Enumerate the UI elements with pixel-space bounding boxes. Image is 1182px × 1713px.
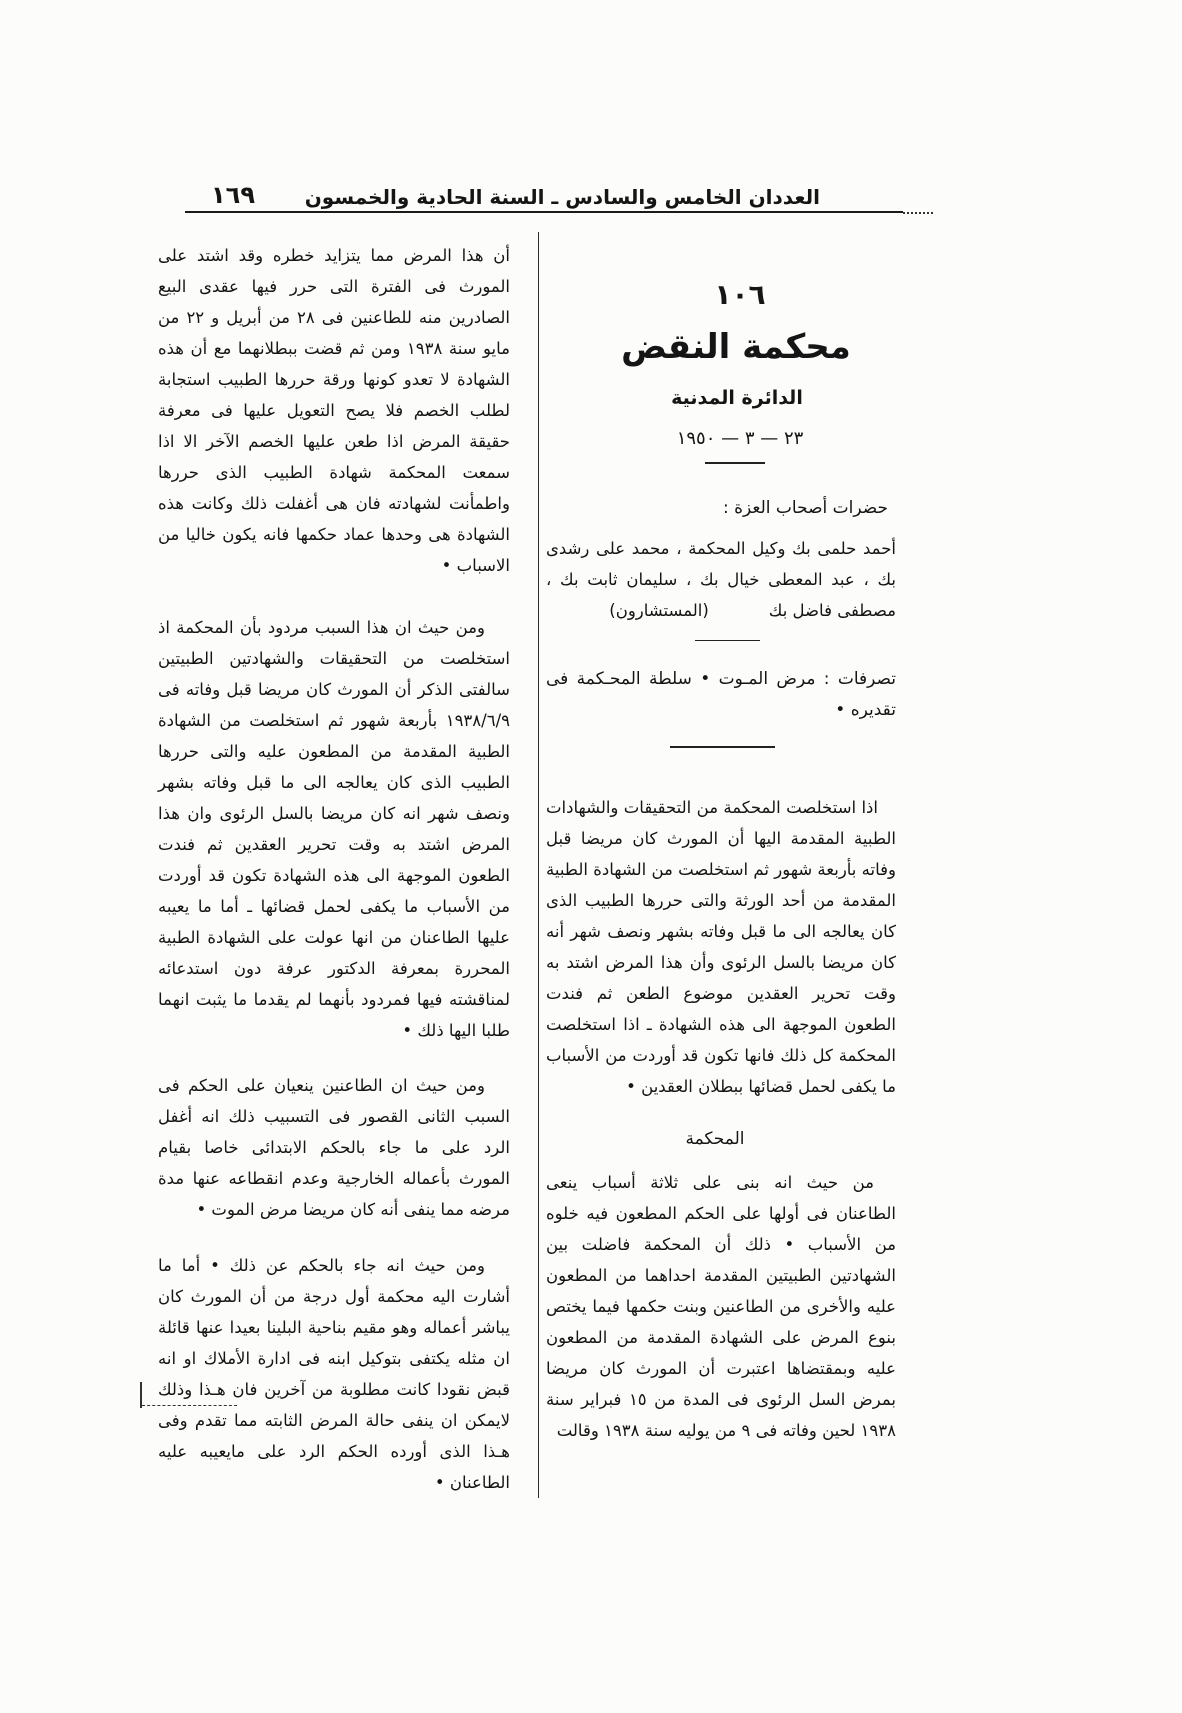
margin-dashed-mark xyxy=(142,1405,237,1406)
circuit-name: الدائرة المدنية xyxy=(671,387,803,409)
section-rule xyxy=(695,640,760,642)
second-ground-rebuttal-paragraph: ومن حيث انه جاء بالحكم عن ذلك • أما ما أشارت اليه محكمة أول درجة من أن المورث كان يباشر أعماله وهو مقيم بناحية البلينا بعيدا عنها قائلة ان مثله يكتفى بتوكيل ابنه فى ادارة الأملاك او انه قبض نقودا كانت مطلوبة من آخرين فان هـذا وذلك لايمكن ان ينفى حالة المرض الثابته مما تقدم وفى هـذا الذى أورده الحكم الرد على مايعيبه عليه الطاعنان • xyxy=(158,1256,510,1492)
section-rule xyxy=(705,462,765,464)
judges-heading: حضرات أصحاب العزة : xyxy=(722,497,888,518)
page-number: ١٦٩ xyxy=(211,181,255,209)
court-section-heading: المحكمة xyxy=(685,1128,745,1149)
continuation-paragraph: أن هذا المرض مما يتزايد خطره وقد اشتد على المورث فى الفترة التى حرر فيها عقدى البيع الصادرين منه للطاعنين فى ٢٨ من أبريل و ٢٢ من مايو سنة ١٩٣٨ ومن ثم قضت ببطلانهما مع أن هذه الشهادة لا تعدو كونها ورقة حررها الطبيب استجابة لطلب الخصم فلا يصح التعويل عليها فى معرفة حقيقة المرض اذا طعن عليها الخصم الآخر الا اذا سمعت المحكمة شهادة الطبيب الذى حررها واطمأنت لشهادته فان هى أغفلت ذلك وكانت هذه الشهادة هى وحدها عماد حكمها فانه يكون خاليا من الاسباب • xyxy=(158,246,510,575)
header-rule xyxy=(185,211,903,213)
court-name: محكمة النقض xyxy=(621,327,851,367)
judges-list xyxy=(546,533,896,626)
judges-names: أحمد حلمى بك وكيل المحكمة ، محمد على رشدى بك ، عبد المعطى خيال بك ، سليمان ثابت بك ، مصطفى فاضل بك xyxy=(546,538,896,620)
column-divider xyxy=(538,232,539,1498)
second-ground-paragraph: ومن حيث ان الطاعنين ينعيان على الحكم فى السبب الثانى القصور فى التسبيب ذلك انه أغفل الرد على ما جاء بالحكم الابتدائى خاصا بقيام المورث بأعماله الخارجية وعدم انقطاعه عنها مدة مرضه مما ينفى أنه كان مريضا مرض الموت • xyxy=(158,1076,510,1219)
left-column-continuation xyxy=(158,232,510,1498)
header-rule-dotted-tail xyxy=(903,212,933,214)
judges-role: (المستشارون) xyxy=(609,600,709,620)
ruling-topic: تصرفات : مرض المـوت • سلطة المحـكمة فى تقديره • xyxy=(546,669,896,720)
ruling-summary: اذا استخلصت المحكمة من التحقيقات والشهادات الطبية المقدمة اليها أن المورث كان مريضا قبل وفاته بأربعة شهور ثم استخلصت من الشهادة الطبية المقدمة من أحد الورثة والتى حررها الطبيب الذى كان يعالجه الى ما قبل وفاته بشهر ونصف شهر أنه كان مريضا بالسل الرئوى وأن هذا المرض اشتد به وقت تحرير العقدين موضوع الطعن ثم فندت الطعون الموجهة الى هذه الشهادة ـ اذا استخلصت المحكمة كل ذلك فانها تكون قد أوردت من الأسباب ما يكفى لحمل قضائها ببطلان العقدين • xyxy=(546,797,896,1096)
two-column-body xyxy=(158,232,896,1498)
court-opening-paragraph: من حيث انه بنى على ثلاثة أسباب ينعى الطاعنان فى أولها على الحكم المطعون فيه خلوه من الأسباب • ذلك أن المحكمة فاضلت بين الشهادتين الطبيتين المقدمة احداهما من المطعون عليه والأخرى من الطاعنين وبنت حكمها فيما يختص بنوع المرض على الشهادة المقدمة من المطعون عليه وبمقتضاها اعتبرت أن المورث كان مريضا بمرض السل الرئوى فى المدة من ١٥ فبراير سنة ١٩٣٨ لحين وفاته فى ٩ من يوليه سنة ١٩٣٨ وقالت xyxy=(546,1172,896,1440)
section-rule xyxy=(670,746,775,748)
first-ground-rebuttal-paragraph: ومن حيث ان هذا السبب مردود بأن المحكمة اذ استخلصت من التحقيقات والشهادتين الطبيتين سالفتى الذكر أن المورث كان مريضا قبل وفاته فى ١٩٣٨/٦/٩ بأربعة شهور ثم استخلصت من الشهادة الطبية المقدمة من المطعون عليه والتى حررها الطبيب الذى كان يعالجه الى ما قبل وفاته بشهر ونصف شهر انه كان مريضا بالسل الرئوى وان هذا المرض اشتد به وقت تحرير العقدين ثم فندت الطعون الموجهة الى هذه الشهادة تكون قد أوردت من الأسباب ما يكفى لحمل قضائها ـ أما ما يعيبه عليها الطاعنان من انها عولت على الشهادة الطبية المحررة بمعرفة الدكتور عرفة دون استدعائه لمناقشته فيها فمردود بأنهما لم يقدما ما يثبت انهما طلبا اليها ذلك • xyxy=(158,618,510,1040)
running-header-title: العددان الخامس والسادس ـ السنة الحادية والخمسون xyxy=(304,185,820,209)
right-column-ruling xyxy=(546,232,896,1498)
case-number: ١٠٦ xyxy=(714,278,766,311)
ruling-date: ٢٣ — ٣ — ١٩٥٠ xyxy=(676,428,804,449)
